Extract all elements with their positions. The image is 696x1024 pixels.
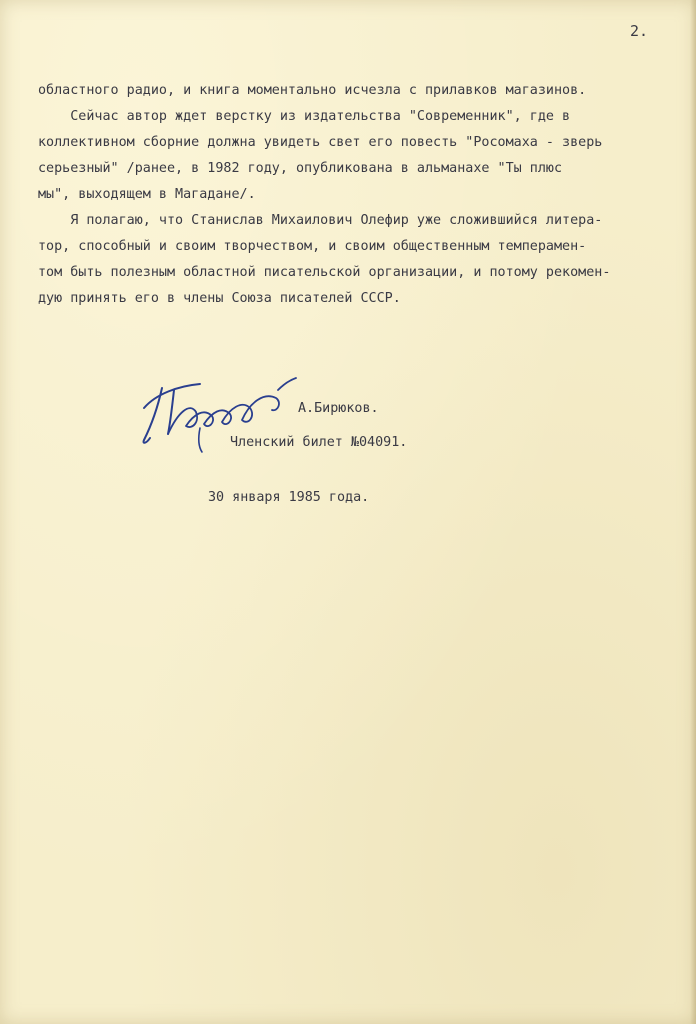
- body-line: коллективном сборние должна увидеть свет его повесть "Росомаха - зверь: [38, 135, 603, 150]
- body-line: мы", выходящем в Магадане/.: [38, 187, 256, 202]
- paper-edge-stain: [690, 0, 696, 1024]
- body-line: областного радио, и книга моментально исчезла с прилавков магазинов.: [38, 83, 587, 98]
- signer-name: А.Бирюков.: [298, 401, 379, 416]
- body-line: серьезный" /ранее, в 1982 году, опубликована в альманахе "Ты плюс: [38, 161, 563, 176]
- page-number: 2.: [630, 22, 649, 40]
- body-line: Сейчас автор ждет верстку из издательства "Современник", где в: [38, 109, 571, 124]
- body-line: том быть полезным областной писательской организации, и потому рекомен-: [38, 265, 611, 280]
- membership-card-number: Членский билет №04091.: [230, 435, 408, 450]
- letter-body: [38, 78, 688, 312]
- body-line: дую принять его в члены Союза писателей СССР.: [38, 291, 401, 306]
- document-date: 30 января 1985 года.: [208, 490, 370, 505]
- body-line: тор, способный и своим творчеством, и своим общественным темперамен-: [38, 239, 587, 254]
- body-line: Я полагаю, что Станислав Михаилович Олефир уже сложившийся литера-: [38, 213, 603, 228]
